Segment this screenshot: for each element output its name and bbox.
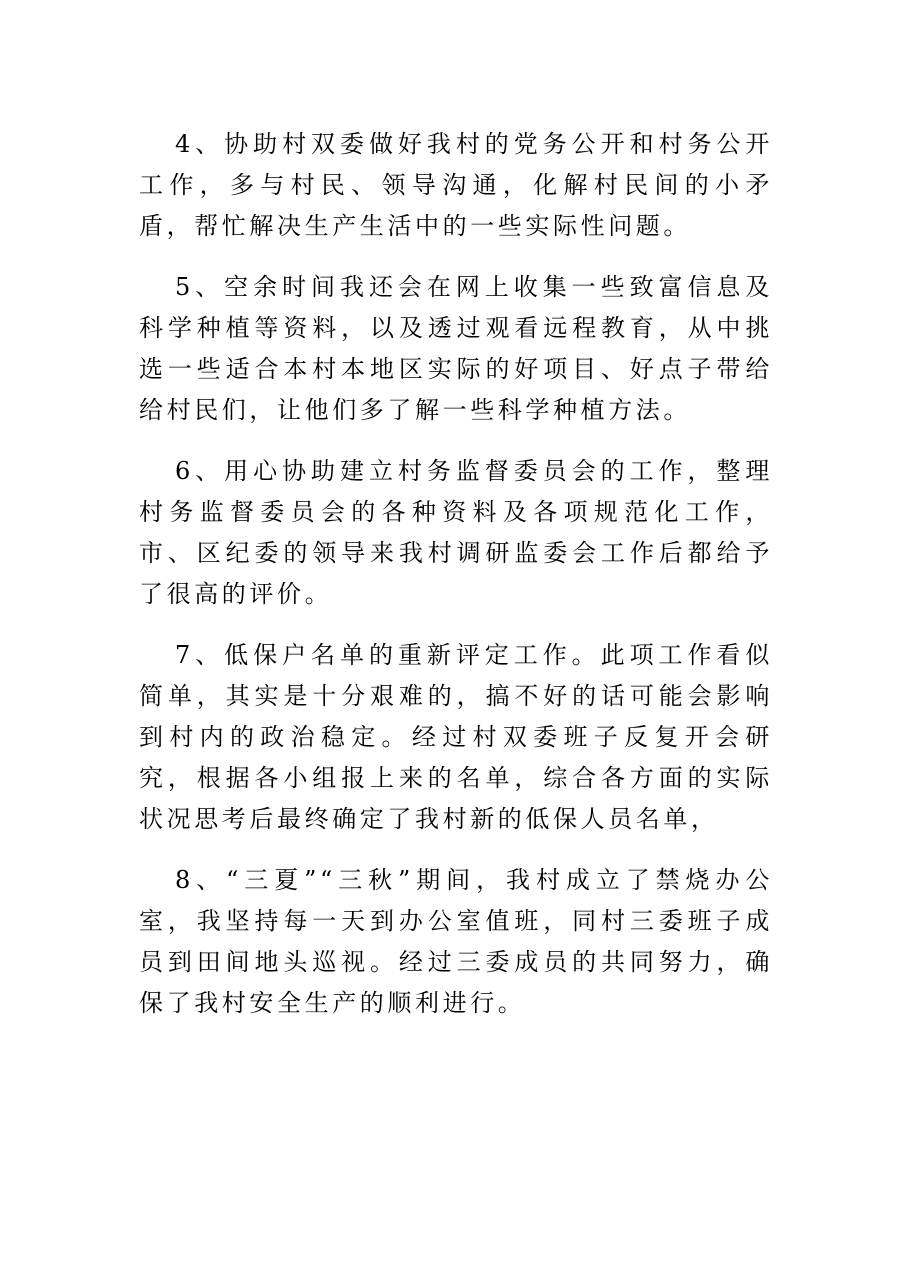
paragraph-item-4: 4、协助村双委做好我村的党务公开和村务公开工作，多与村民、领导沟通，化解村民间的小矛盾，帮忙解决生产生活中的一些实际性问题。 — [139, 130, 773, 240]
paragraph-item-8: 8、“三夏”“三秋”期间，我村成立了禁烧办公室，我坚持每一天到办公室值班，同村三委班子成员到田间地头巡视。经过三委成员的共同努力，确保了我村安全生产的顺利进行。 — [139, 866, 773, 1017]
paragraph-item-5: 5、空余时间我还会在网上收集一些致富信息及科学种植等资料，以及透过观看远程教育，从中挑选一些适合本村本地区实际的好项目、好点子带给给村民们，让他们多了解一些科学种植方法。 — [139, 273, 773, 424]
paragraph-item-6: 6、用心协助建立村务监督委员会的工作，整理村务监督委员会的各种资料及各项规范化工作，市、区纪委的领导来我村调研监委会工作后都给予了很高的评价。 — [139, 457, 773, 608]
paragraph-item-7: 7、低保户名单的重新评定工作。此项工作看似简单，其实是十分艰难的，搞不好的话可能会影响到村内的政治稳定。经过村双委班子反复开会研究，根据各小组报上来的名单，综合各方面的实际状况思考后最终确定了我村新的低保人员名单， — [139, 641, 773, 833]
document-body — [139, 124, 773, 1044]
